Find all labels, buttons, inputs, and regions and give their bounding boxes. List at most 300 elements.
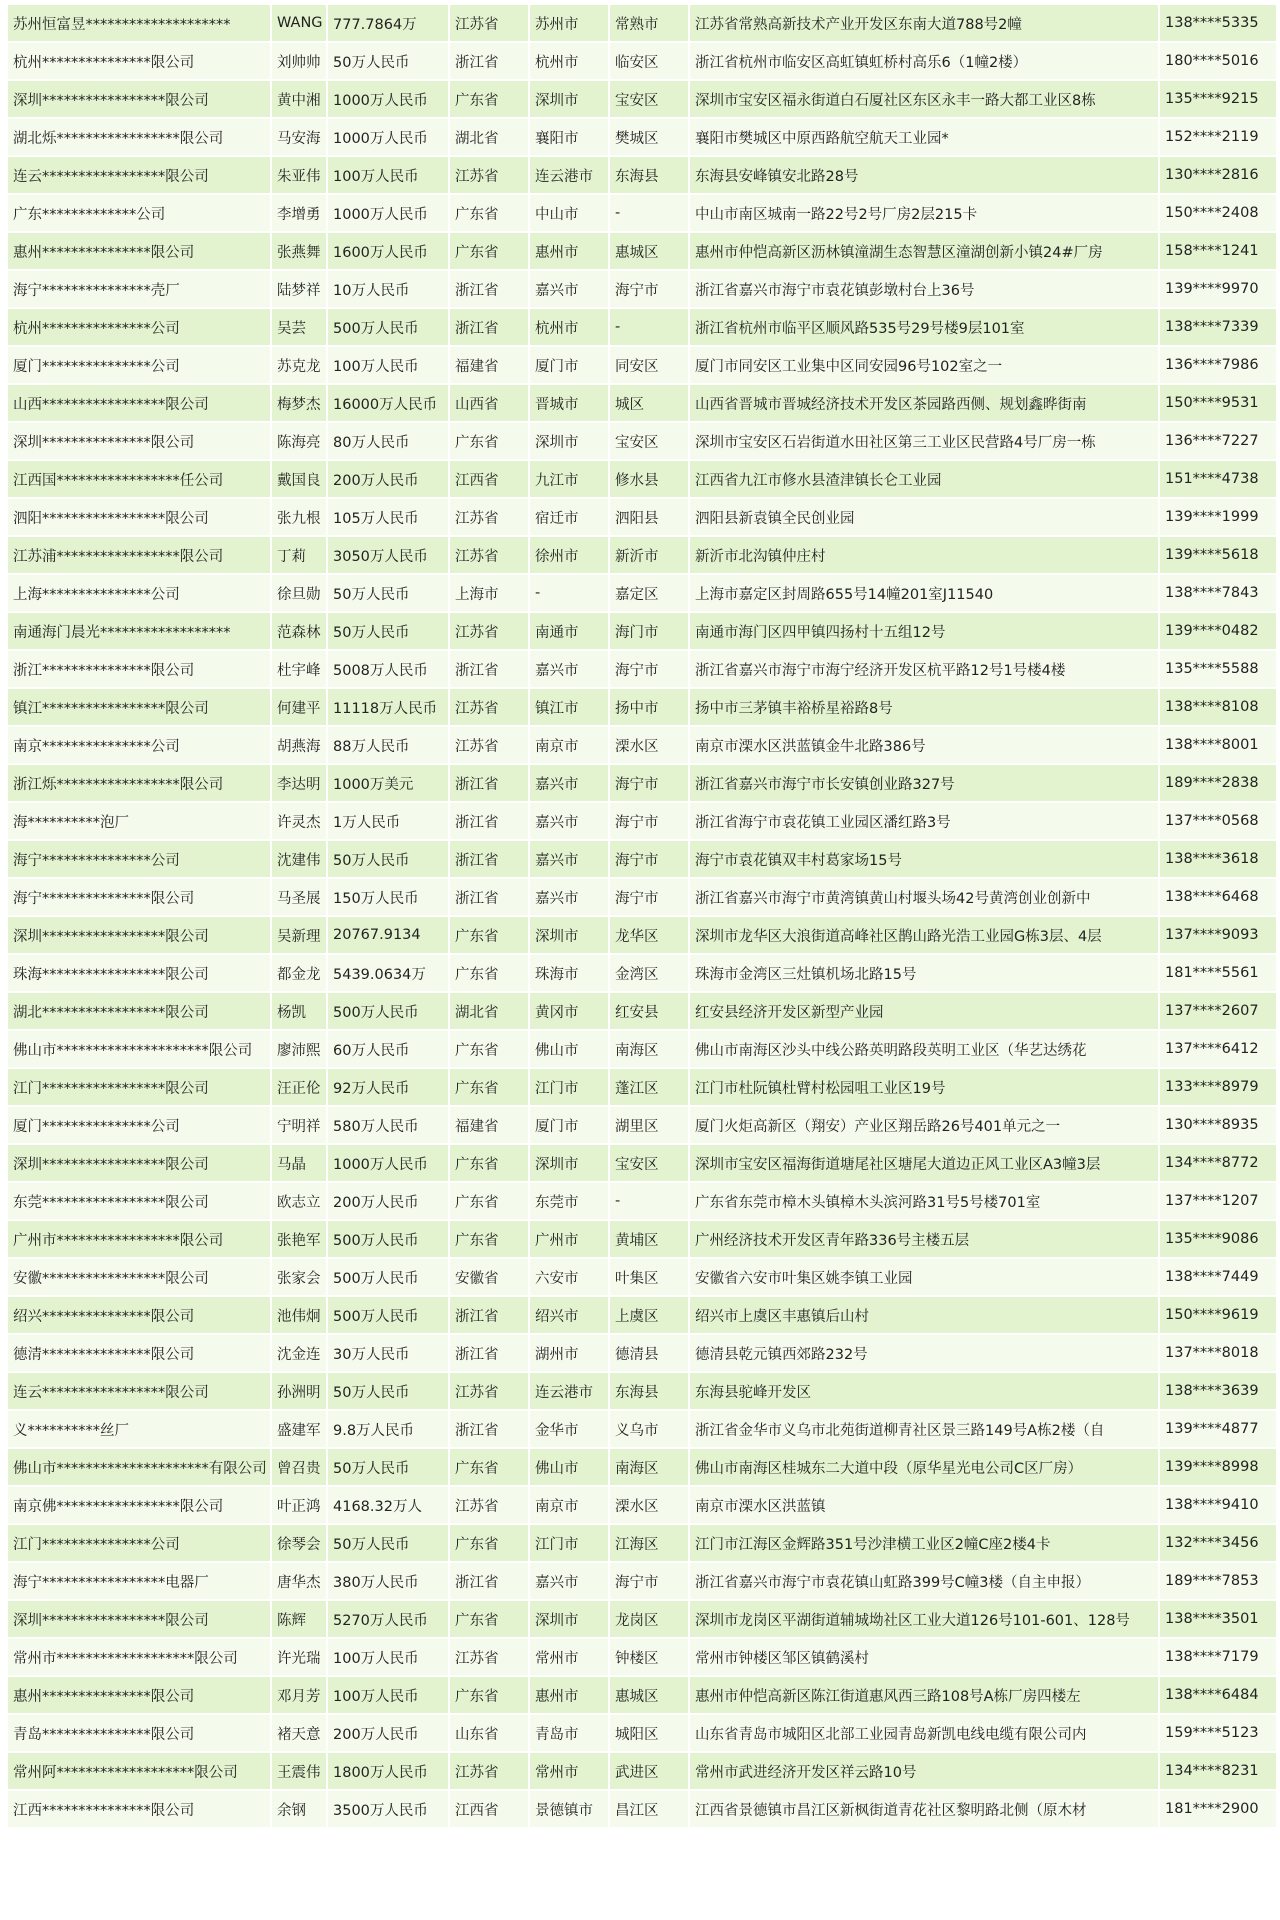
city-cell: 绍兴市: [530, 1297, 608, 1333]
capital-cell: 11118万人民币: [328, 689, 448, 725]
province-cell: 广东省: [450, 1221, 528, 1257]
city-cell: 东莞市: [530, 1183, 608, 1219]
capital-cell: 30万人民币: [328, 1335, 448, 1371]
phone-cell: 135****9086: [1160, 1221, 1276, 1257]
district-cell: 泗阳县: [610, 499, 688, 535]
phone-cell: 138****6484: [1160, 1677, 1276, 1713]
province-cell: 浙江省: [450, 43, 528, 79]
city-cell: 江门市: [530, 1525, 608, 1561]
province-cell: 广东省: [450, 1449, 528, 1485]
company-cell: 安徽*****************限公司: [8, 1259, 270, 1295]
address-cell: 浙江省杭州市临安区高虹镇虹桥村高乐6（1幢2楼）: [690, 43, 1158, 79]
company-cell: 佛山市*********************有限公司: [8, 1449, 270, 1485]
capital-cell: 1800万人民币: [328, 1753, 448, 1789]
city-cell: 珠海市: [530, 955, 608, 991]
district-cell: 城区: [610, 385, 688, 421]
phone-cell: 181****2900: [1160, 1791, 1276, 1827]
district-cell: 惠城区: [610, 1677, 688, 1713]
company-cell: 江门***************公司: [8, 1525, 270, 1561]
capital-cell: 200万人民币: [328, 461, 448, 497]
district-cell: 宝安区: [610, 1145, 688, 1181]
province-cell: 江苏省: [450, 727, 528, 763]
table-row: [8, 917, 1276, 953]
district-cell: 海宁市: [610, 879, 688, 915]
province-cell: 湖北省: [450, 119, 528, 155]
person-cell: 苏克龙: [272, 347, 326, 383]
company-cell: 佛山市*********************限公司: [8, 1031, 270, 1067]
capital-cell: 5439.0634万: [328, 955, 448, 991]
phone-cell: 138****7179: [1160, 1639, 1276, 1675]
company-cell: 湖北*****************限公司: [8, 993, 270, 1029]
person-cell: 许光瑞: [272, 1639, 326, 1675]
company-cell: 海**********泡厂: [8, 803, 270, 839]
table-row: [8, 803, 1276, 839]
district-cell: 蓬江区: [610, 1069, 688, 1105]
person-cell: 徐旦勋: [272, 575, 326, 611]
address-cell: 南京市溧水区洪蓝镇: [690, 1487, 1158, 1523]
phone-cell: 189****2838: [1160, 765, 1276, 801]
province-cell: 广东省: [450, 955, 528, 991]
person-cell: 陈辉: [272, 1601, 326, 1637]
capital-cell: 80万人民币: [328, 423, 448, 459]
phone-cell: 130****8935: [1160, 1107, 1276, 1143]
capital-cell: 50万人民币: [328, 1449, 448, 1485]
district-cell: 上虞区: [610, 1297, 688, 1333]
city-cell: 镇江市: [530, 689, 608, 725]
address-cell: 深圳市宝安区石岩街道水田社区第三工业区民营路4号厂房一栋: [690, 423, 1158, 459]
table-row: [8, 461, 1276, 497]
district-cell: 宝安区: [610, 81, 688, 117]
company-cell: 东莞*****************限公司: [8, 1183, 270, 1219]
province-cell: 浙江省: [450, 1335, 528, 1371]
person-cell: 杜宇峰: [272, 651, 326, 687]
district-cell: -: [610, 195, 688, 231]
person-cell: 孙洲明: [272, 1373, 326, 1409]
capital-cell: 60万人民币: [328, 1031, 448, 1067]
phone-cell: 139****0482: [1160, 613, 1276, 649]
table-row: [8, 1639, 1276, 1675]
capital-cell: 1000万人民币: [328, 1145, 448, 1181]
table-row: [8, 157, 1276, 193]
person-cell: 王震伟: [272, 1753, 326, 1789]
city-cell: 青岛市: [530, 1715, 608, 1751]
province-cell: 江苏省: [450, 613, 528, 649]
company-cell: 深圳***************限公司: [8, 423, 270, 459]
phone-cell: 138****7449: [1160, 1259, 1276, 1295]
address-cell: 惠州市仲恺高新区陈江街道惠风西三路108号A栋厂房四楼左: [690, 1677, 1158, 1713]
province-cell: 浙江省: [450, 803, 528, 839]
capital-cell: 3500万人民币: [328, 1791, 448, 1827]
capital-cell: 200万人民币: [328, 1183, 448, 1219]
capital-cell: 1000万人民币: [328, 81, 448, 117]
city-cell: 惠州市: [530, 1677, 608, 1713]
capital-cell: 105万人民币: [328, 499, 448, 535]
company-cell: 海宁***************公司: [8, 841, 270, 877]
district-cell: 溧水区: [610, 727, 688, 763]
table-row: [8, 1753, 1276, 1789]
phone-cell: 138****6468: [1160, 879, 1276, 915]
address-cell: 江门市江海区金辉路351号沙津横工业区2幢C座2楼4卡: [690, 1525, 1158, 1561]
district-cell: 东海县: [610, 157, 688, 193]
phone-cell: 158****1241: [1160, 233, 1276, 269]
person-cell: 叶正鸿: [272, 1487, 326, 1523]
phone-cell: 189****7853: [1160, 1563, 1276, 1599]
address-cell: 常州市钟楼区邹区镇鹤溪村: [690, 1639, 1158, 1675]
capital-cell: 50万人民币: [328, 841, 448, 877]
phone-cell: 150****9531: [1160, 385, 1276, 421]
city-cell: 常州市: [530, 1753, 608, 1789]
address-cell: 德清县乾元镇西郊路232号: [690, 1335, 1158, 1371]
city-cell: 杭州市: [530, 309, 608, 345]
company-cell: 镇江*****************限公司: [8, 689, 270, 725]
address-cell: 江西省九江市修水县渣津镇长仑工业园: [690, 461, 1158, 497]
person-cell: 徐琴会: [272, 1525, 326, 1561]
capital-cell: 88万人民币: [328, 727, 448, 763]
capital-cell: 20767.9134: [328, 917, 448, 953]
company-cell: 海宁***************限公司: [8, 879, 270, 915]
company-cell: 浙江烁*****************限公司: [8, 765, 270, 801]
address-cell: 浙江省嘉兴市海宁市长安镇创业路327号: [690, 765, 1158, 801]
address-cell: 新沂市北沟镇仲庄村: [690, 537, 1158, 573]
company-cell: 义**********丝厂: [8, 1411, 270, 1447]
city-cell: 六安市: [530, 1259, 608, 1295]
capital-cell: 500万人民币: [328, 1221, 448, 1257]
district-cell: 惠城区: [610, 233, 688, 269]
table-row: [8, 347, 1276, 383]
province-cell: 浙江省: [450, 309, 528, 345]
person-cell: 梅梦杰: [272, 385, 326, 421]
company-cell: 杭州***************限公司: [8, 43, 270, 79]
phone-cell: 139****1999: [1160, 499, 1276, 535]
address-cell: 浙江省金华市义乌市北苑街道柳青社区景三路149号A栋2楼（自: [690, 1411, 1158, 1447]
capital-cell: 500万人民币: [328, 1297, 448, 1333]
company-cell: 广东*************公司: [8, 195, 270, 231]
address-cell: 山西省晋城市晋城经济技术开发区茶园路西侧、规划鑫晔街南: [690, 385, 1158, 421]
address-cell: 深圳市宝安区福永街道白石厦社区东区永丰一路大都工业区8栋: [690, 81, 1158, 117]
city-cell: 常州市: [530, 1639, 608, 1675]
person-cell: 余钢: [272, 1791, 326, 1827]
company-cell: 绍兴***************限公司: [8, 1297, 270, 1333]
district-cell: 红安县: [610, 993, 688, 1029]
company-cell: 山西*****************限公司: [8, 385, 270, 421]
province-cell: 上海市: [450, 575, 528, 611]
phone-cell: 132****3456: [1160, 1525, 1276, 1561]
city-cell: 嘉兴市: [530, 879, 608, 915]
province-cell: 福建省: [450, 347, 528, 383]
city-cell: 襄阳市: [530, 119, 608, 155]
table-row: [8, 423, 1276, 459]
table-row: [8, 1069, 1276, 1105]
province-cell: 安徽省: [450, 1259, 528, 1295]
province-cell: 浙江省: [450, 271, 528, 307]
capital-cell: 16000万人民币: [328, 385, 448, 421]
district-cell: 修水县: [610, 461, 688, 497]
phone-cell: 136****7986: [1160, 347, 1276, 383]
province-cell: 山西省: [450, 385, 528, 421]
district-cell: 海宁市: [610, 803, 688, 839]
table-row: [8, 1525, 1276, 1561]
phone-cell: 181****5561: [1160, 955, 1276, 991]
table-row: [8, 271, 1276, 307]
table-row: [8, 1297, 1276, 1333]
city-cell: 中山市: [530, 195, 608, 231]
table-row: [8, 1715, 1276, 1751]
person-cell: 张燕舞: [272, 233, 326, 269]
province-cell: 广东省: [450, 1183, 528, 1219]
capital-cell: 1000万美元: [328, 765, 448, 801]
company-cell: 江西***************限公司: [8, 1791, 270, 1827]
table-row: [8, 1335, 1276, 1371]
address-cell: 南京市溧水区洪蓝镇金牛北路386号: [690, 727, 1158, 763]
phone-cell: 152****2119: [1160, 119, 1276, 155]
city-cell: 嘉兴市: [530, 803, 608, 839]
company-cell: 青岛***************限公司: [8, 1715, 270, 1751]
address-cell: 中山市南区城南一路22号2号厂房2层215卡: [690, 195, 1158, 231]
district-cell: 海门市: [610, 613, 688, 649]
province-cell: 江苏省: [450, 157, 528, 193]
company-cell: 浙江***************限公司: [8, 651, 270, 687]
address-cell: 江西省景德镇市昌江区新枫街道青花社区黎明路北侧（原木材: [690, 1791, 1158, 1827]
city-cell: 深圳市: [530, 423, 608, 459]
phone-cell: 137****0568: [1160, 803, 1276, 839]
person-cell: 杨凯: [272, 993, 326, 1029]
address-cell: 东海县安峰镇安北路28号: [690, 157, 1158, 193]
company-cell: 南京***************公司: [8, 727, 270, 763]
province-cell: 福建省: [450, 1107, 528, 1143]
table-row: [8, 1677, 1276, 1713]
table-row: [8, 537, 1276, 573]
table-row: [8, 1601, 1276, 1637]
person-cell: 何建平: [272, 689, 326, 725]
district-cell: -: [610, 309, 688, 345]
province-cell: 广东省: [450, 423, 528, 459]
city-cell: 厦门市: [530, 1107, 608, 1143]
table-row: [8, 1487, 1276, 1523]
address-cell: 山东省青岛市城阳区北部工业园青岛新凯电线电缆有限公司内: [690, 1715, 1158, 1751]
district-cell: 新沂市: [610, 537, 688, 573]
person-cell: 马圣展: [272, 879, 326, 915]
phone-cell: 151****4738: [1160, 461, 1276, 497]
company-cell: 连云*****************限公司: [8, 157, 270, 193]
phone-cell: 159****5123: [1160, 1715, 1276, 1751]
city-cell: 嘉兴市: [530, 841, 608, 877]
phone-cell: 137****6412: [1160, 1031, 1276, 1067]
person-cell: 许灵杰: [272, 803, 326, 839]
person-cell: 曾召贵: [272, 1449, 326, 1485]
table-row: [8, 841, 1276, 877]
company-cell: 南京佛*****************限公司: [8, 1487, 270, 1523]
company-table: [6, 3, 1278, 1829]
address-cell: 浙江省海宁市袁花镇工业园区潘红路3号: [690, 803, 1158, 839]
company-cell: 江门*****************限公司: [8, 1069, 270, 1105]
address-cell: 红安县经济开发区新型产业园: [690, 993, 1158, 1029]
table-row: [8, 233, 1276, 269]
company-cell: 湖北烁*****************限公司: [8, 119, 270, 155]
capital-cell: 92万人民币: [328, 1069, 448, 1105]
province-cell: 广东省: [450, 917, 528, 953]
capital-cell: 1万人民币: [328, 803, 448, 839]
phone-cell: 139****9970: [1160, 271, 1276, 307]
address-cell: 常州市武进经济开发区祥云路10号: [690, 1753, 1158, 1789]
city-cell: 黄冈市: [530, 993, 608, 1029]
city-cell: 广州市: [530, 1221, 608, 1257]
person-cell: 陈海亮: [272, 423, 326, 459]
province-cell: 浙江省: [450, 765, 528, 801]
capital-cell: 1000万人民币: [328, 195, 448, 231]
table-row: [8, 81, 1276, 117]
district-cell: 溧水区: [610, 1487, 688, 1523]
province-cell: 江苏省: [450, 537, 528, 573]
person-cell: 李增勇: [272, 195, 326, 231]
person-cell: 张家会: [272, 1259, 326, 1295]
city-cell: 南京市: [530, 727, 608, 763]
capital-cell: 50万人民币: [328, 613, 448, 649]
city-cell: 苏州市: [530, 5, 608, 41]
capital-cell: 50万人民币: [328, 43, 448, 79]
company-cell: 海宁***************壳厂: [8, 271, 270, 307]
table-row: [8, 1107, 1276, 1143]
phone-cell: 137****1207: [1160, 1183, 1276, 1219]
phone-cell: 138****7339: [1160, 309, 1276, 345]
table-row: [8, 575, 1276, 611]
city-cell: 深圳市: [530, 917, 608, 953]
address-cell: 上海市嘉定区封周路655号14幢201室J11540: [690, 575, 1158, 611]
address-cell: 深圳市龙岗区平湖街道辅城坳社区工业大道126号101-601、128号: [690, 1601, 1158, 1637]
table-row: [8, 1221, 1276, 1257]
capital-cell: 100万人民币: [328, 1677, 448, 1713]
capital-cell: 100万人民币: [328, 347, 448, 383]
table-row: [8, 1411, 1276, 1447]
person-cell: 汪正伦: [272, 1069, 326, 1105]
province-cell: 江苏省: [450, 689, 528, 725]
address-cell: 东海县驼峰开发区: [690, 1373, 1158, 1409]
person-cell: 褚天意: [272, 1715, 326, 1751]
phone-cell: 180****5016: [1160, 43, 1276, 79]
company-cell: 厦门***************公司: [8, 1107, 270, 1143]
capital-cell: 1600万人民币: [328, 233, 448, 269]
person-cell: 沈建伟: [272, 841, 326, 877]
person-cell: WANG: [272, 5, 326, 41]
phone-cell: 138****7843: [1160, 575, 1276, 611]
city-cell: 连云港市: [530, 1373, 608, 1409]
district-cell: 嘉定区: [610, 575, 688, 611]
capital-cell: 50万人民币: [328, 1373, 448, 1409]
phone-cell: 130****2816: [1160, 157, 1276, 193]
capital-cell: 4168.32万人: [328, 1487, 448, 1523]
district-cell: 叶集区: [610, 1259, 688, 1295]
phone-cell: 137****8018: [1160, 1335, 1276, 1371]
phone-cell: 138****8108: [1160, 689, 1276, 725]
province-cell: 浙江省: [450, 1411, 528, 1447]
table-row: [8, 689, 1276, 725]
capital-cell: 100万人民币: [328, 1639, 448, 1675]
company-cell: 深圳*****************限公司: [8, 81, 270, 117]
address-cell: 广东省东莞市樟木头镇樟木头滨河路31号5号楼701室: [690, 1183, 1158, 1219]
city-cell: 徐州市: [530, 537, 608, 573]
address-cell: 佛山市南海区沙头中线公路英明路段英明工业区（华艺达绣花: [690, 1031, 1158, 1067]
company-cell: 杭州***************公司: [8, 309, 270, 345]
address-cell: 浙江省嘉兴市海宁市黄湾镇黄山村堰头场42号黄湾创业创新中: [690, 879, 1158, 915]
district-cell: 海宁市: [610, 841, 688, 877]
phone-cell: 134****8231: [1160, 1753, 1276, 1789]
company-cell: 常州阿*******************限公司: [8, 1753, 270, 1789]
phone-cell: 135****9215: [1160, 81, 1276, 117]
table-row: [8, 195, 1276, 231]
province-cell: 广东省: [450, 1601, 528, 1637]
province-cell: 浙江省: [450, 1563, 528, 1599]
phone-cell: 139****4877: [1160, 1411, 1276, 1447]
province-cell: 广东省: [450, 1677, 528, 1713]
company-cell: 常州市*******************限公司: [8, 1639, 270, 1675]
province-cell: 江西省: [450, 461, 528, 497]
address-cell: 江苏省常熟高新技术产业开发区东南大道788号2幢: [690, 5, 1158, 41]
city-cell: 嘉兴市: [530, 1563, 608, 1599]
company-cell: 深圳*****************限公司: [8, 917, 270, 953]
person-cell: 都金龙: [272, 955, 326, 991]
phone-cell: 138****3618: [1160, 841, 1276, 877]
table-row: [8, 5, 1276, 41]
address-cell: 浙江省杭州市临平区顺风路535号29号楼9层101室: [690, 309, 1158, 345]
person-cell: 戴国良: [272, 461, 326, 497]
capital-cell: 50万人民币: [328, 575, 448, 611]
city-cell: 惠州市: [530, 233, 608, 269]
province-cell: 广东省: [450, 81, 528, 117]
district-cell: 海宁市: [610, 765, 688, 801]
address-cell: 厦门市同安区工业集中区同安园96号102室之一: [690, 347, 1158, 383]
person-cell: 胡燕海: [272, 727, 326, 763]
province-cell: 江苏省: [450, 1639, 528, 1675]
city-cell: 南通市: [530, 613, 608, 649]
district-cell: 海宁市: [610, 1563, 688, 1599]
address-cell: 浙江省嘉兴市海宁市袁花镇彭墩村台上36号: [690, 271, 1158, 307]
district-cell: 金湾区: [610, 955, 688, 991]
address-cell: 珠海市金湾区三灶镇机场北路15号: [690, 955, 1158, 991]
city-cell: 深圳市: [530, 81, 608, 117]
province-cell: 江苏省: [450, 5, 528, 41]
person-cell: 马安海: [272, 119, 326, 155]
capital-cell: 500万人民币: [328, 1259, 448, 1295]
table-row: [8, 955, 1276, 991]
capital-cell: 500万人民币: [328, 309, 448, 345]
table-body: [8, 5, 1276, 1827]
address-cell: 襄阳市樊城区中原西路航空航天工业园*: [690, 119, 1158, 155]
phone-cell: 137****9093: [1160, 917, 1276, 953]
phone-cell: 136****7227: [1160, 423, 1276, 459]
phone-cell: 135****5588: [1160, 651, 1276, 687]
capital-cell: 3050万人民币: [328, 537, 448, 573]
district-cell: -: [610, 1183, 688, 1219]
phone-cell: 138****8001: [1160, 727, 1276, 763]
district-cell: 东海县: [610, 1373, 688, 1409]
table-row: [8, 499, 1276, 535]
capital-cell: 500万人民币: [328, 993, 448, 1029]
phone-cell: 138****9410: [1160, 1487, 1276, 1523]
province-cell: 江苏省: [450, 1753, 528, 1789]
table-row: [8, 43, 1276, 79]
address-cell: 泗阳县新袁镇全民创业园: [690, 499, 1158, 535]
company-cell: 惠州***************限公司: [8, 233, 270, 269]
district-cell: 樊城区: [610, 119, 688, 155]
person-cell: 刘帅帅: [272, 43, 326, 79]
company-cell: 珠海*****************限公司: [8, 955, 270, 991]
province-cell: 广东省: [450, 233, 528, 269]
address-cell: 佛山市南海区桂城东二大道中段（原华星光电公司C区厂房）: [690, 1449, 1158, 1485]
address-cell: 浙江省嘉兴市海宁市海宁经济开发区杭平路12号1号楼4楼: [690, 651, 1158, 687]
capital-cell: 580万人民币: [328, 1107, 448, 1143]
company-cell: 江苏浦*****************限公司: [8, 537, 270, 573]
province-cell: 湖北省: [450, 993, 528, 1029]
capital-cell: 50万人民币: [328, 1525, 448, 1561]
